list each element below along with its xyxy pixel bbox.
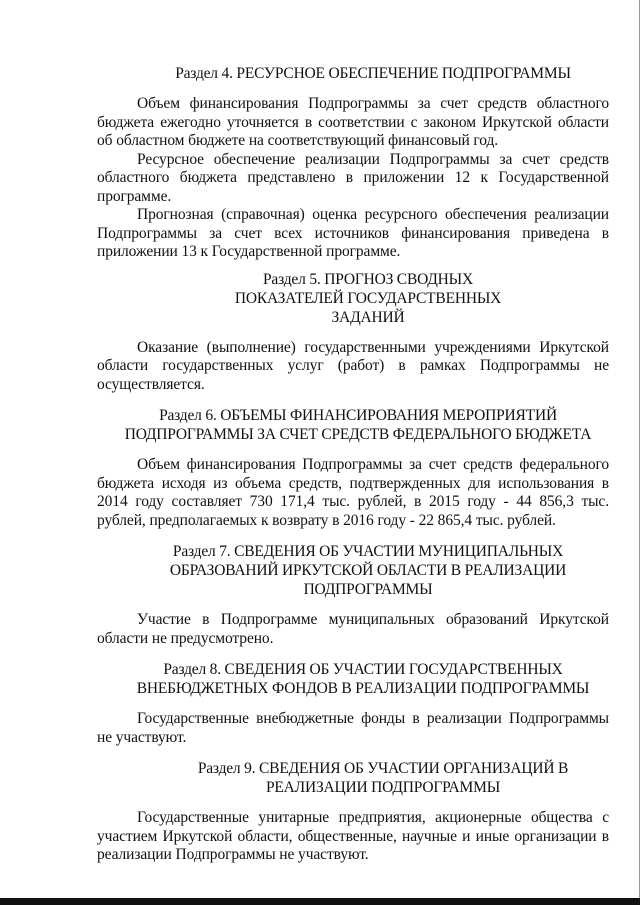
section-6-heading: Раздел 6. ОБЪЕМЫ ФИНАНСИРОВАНИЯ МЕРОПРИЯТИЙ ПОДПРОГРАММЫ ЗА СЧЕТ СРЕДСТВ ФЕДЕРАЛЬНОГО БЮДЖЕТА — [124, 407, 592, 443]
section-4-paragraph-3: Прогнозная (справочная) оценка ресурсного обеспечения реализации Подпрограммы за счет всех источников финансирования приведена в приложении 13 к Государственной программе. — [97, 206, 609, 260]
section-4-paragraph-2: Ресурсное обеспечение реализации Подпрограммы за счет средств областного бюджета представлено в приложении 12 к Государственной программе. — [97, 150, 609, 205]
section-8-heading: Раздел 8. СВЕДЕНИЯ ОБ УЧАСТИИ ГОСУДАРСТВЕННЫХ ВНЕБЮДЖЕТНЫХ ФОНДОВ В РЕАЛИЗАЦИИ ПОДПРОГРАММЫ — [136, 661, 590, 697]
section-9-paragraph-1: Государственные унитарные предприятия, акционерные общества с участием Иркутской области, общественные, научные и иные организации в реализации Подпрограммы не участвуют. — [97, 809, 609, 863]
section-6-paragraph-1: Объем финансирования Подпрограммы за счет средств федерального бюджета исходя из объема средств, подтвержденных для использования в 2014 году составляет 730 171,4 тыс. рублей, в 2015 году - 44 856,3 тыс. рублей, предполагаемых к возврату в 2016 году - 22 865,4 тыс. рублей. — [97, 456, 609, 529]
section-5-heading: Раздел 5. ПРОГНОЗ СВОДНЫХ ПОКАЗАТЕЛЕЙ ГОСУДАРСТВЕННЫХ ЗАДАНИЙ — [234, 270, 502, 326]
section-5-paragraph-1: Оказание (выполнение) государственными учреждениями Иркутской области государственных услуг (работ) в рамках Подпрограммы не осуществляется. — [97, 338, 609, 393]
section-8-paragraph-1: Государственные внебюджетные фонды в реализации Подпрограммы не участвуют. — [97, 710, 609, 746]
section-4-heading: Раздел 4. РЕСУРСНОЕ ОБЕСПЕЧЕНИЕ ПОДПРОГРАММЫ — [175, 65, 571, 82]
section-7-heading: Раздел 7. СВЕДЕНИЯ ОБ УЧАСТИИ МУНИЦИПАЛЬНЫХ ОБРАЗОВАНИЙ ИРКУТСКОЙ ОБЛАСТИ В РЕАЛИЗАЦИИ ПОДПРОГРАММЫ — [169, 543, 567, 598]
scan-edge-bottom — [0, 898, 640, 905]
section-9-heading: Раздел 9. СВЕДЕНИЯ ОБ УЧАСТИИ ОРГАНИЗАЦИЙ В РЕАЛИЗАЦИИ ПОДПРОГРАММЫ — [197, 760, 569, 796]
document-body — [97, 64, 609, 865]
section-7-paragraph-1: Участие в Подпрограмме муниципальных образований Иркутской области не предусмотрено. — [97, 611, 609, 647]
section-4-paragraph-1: Объем финансирования Подпрограммы за счет средств областного бюджета ежегодно уточняется в соответствии с законом Иркутской области об областном бюджете на соответствующий финансовый год. — [97, 95, 609, 149]
